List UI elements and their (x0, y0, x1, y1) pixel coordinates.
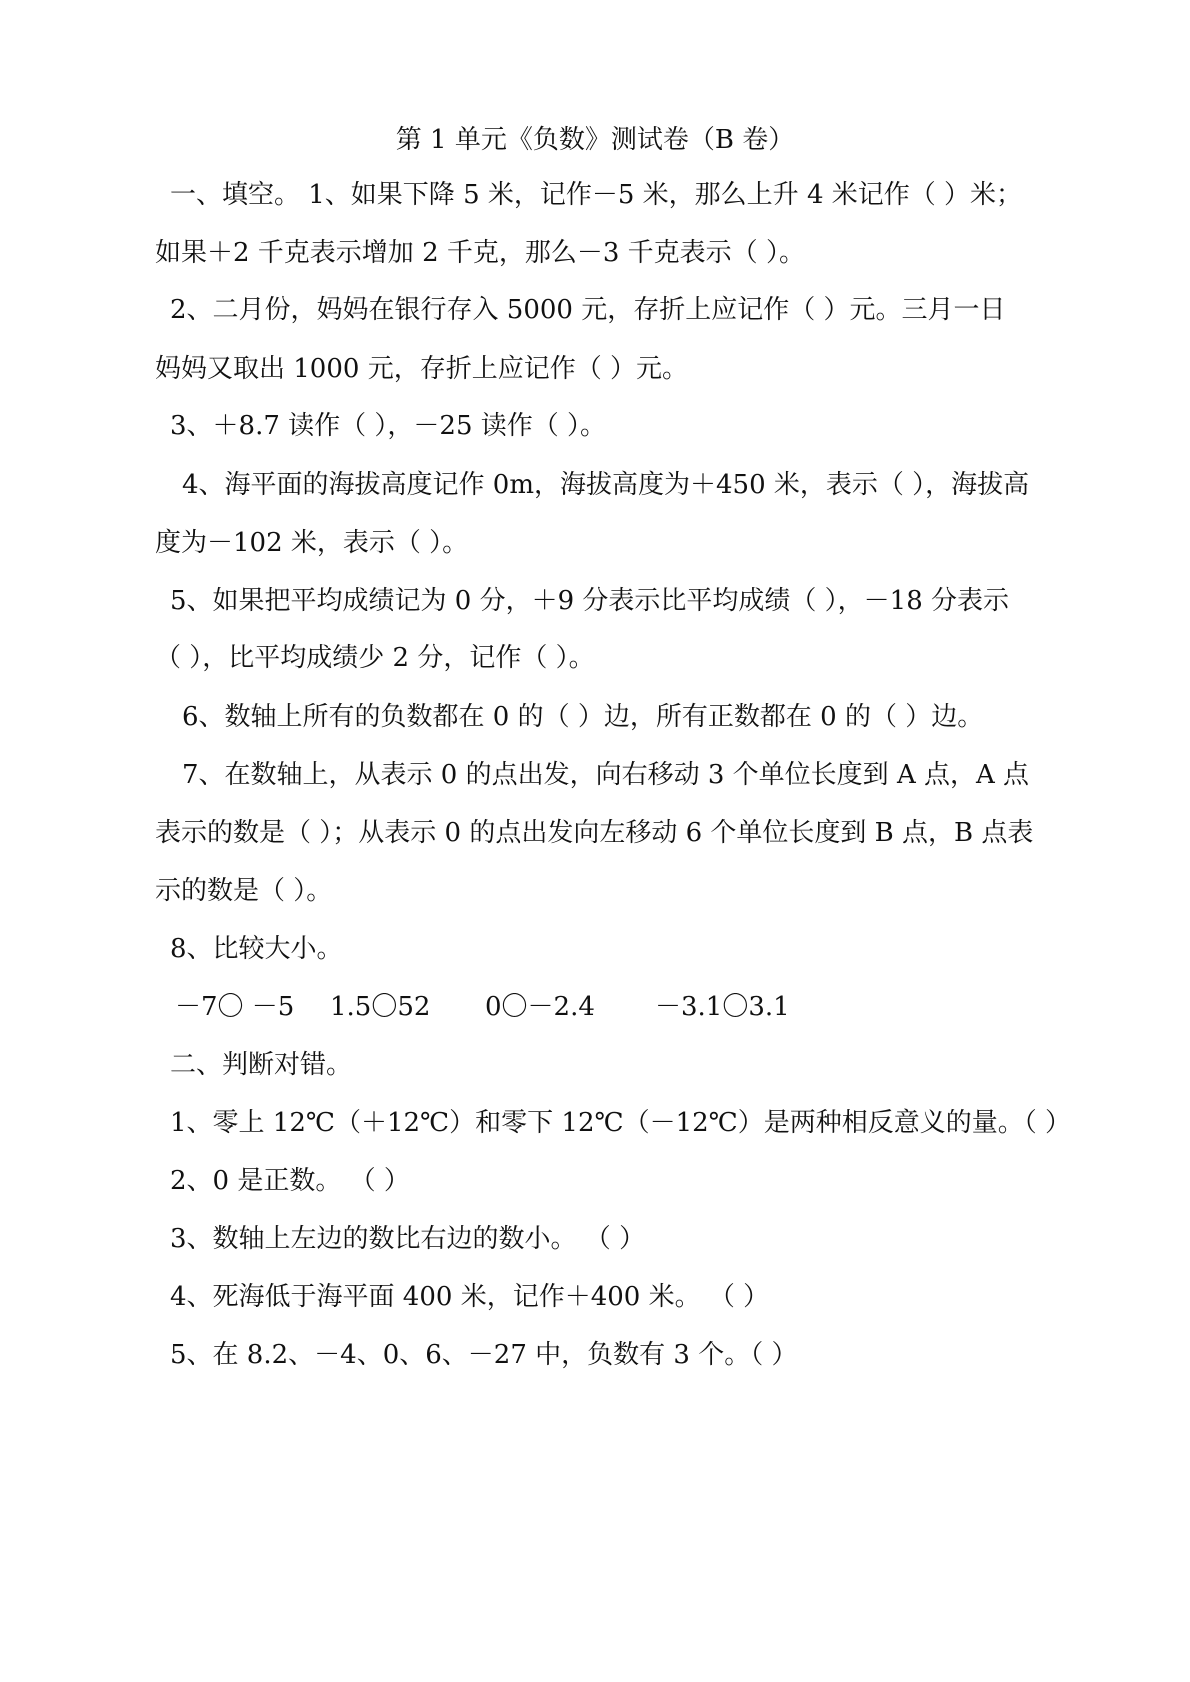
fill-blank-q4-line2: 度为－102 米，表示（ ）。 (155, 528, 469, 558)
fill-blank-q1-line2: 如果＋2 千克表示增加 2 千克，那么－3 千克表示（ ）。 (155, 238, 805, 268)
fill-blank-q2-line1: 2、二月份，妈妈在银行存入 5000 元，存折上应记作（ ）元。三月一日 (170, 295, 1006, 325)
compare-item-4: －3.1〇3.1 (655, 992, 790, 1022)
fill-blank-q1-line1: 一、填空。 1、如果下降 5 米，记作－5 米，那么上升 4 米记作（ ）米； (170, 180, 1023, 210)
true-false-q3: 3、数轴上左边的数比右边的数小。 （ ） (170, 1224, 646, 1254)
true-false-q5: 5、在 8.2、－4、0、6、－27 中，负数有 3 个。（ ） (170, 1340, 798, 1370)
compare-item-1: －7〇 －5 (175, 992, 295, 1022)
true-false-q4: 4、死海低于海平面 400 米，记作＋400 米。 （ ） (170, 1282, 770, 1312)
fill-blank-q5-line1: 5、如果把平均成绩记为 0 分，＋9 分表示比平均成绩（ ），－18 分表示 (170, 586, 1010, 616)
fill-blank-q6: 6、数轴上所有的负数都在 0 的（ ）边，所有正数都在 0 的（ ）边。 (182, 702, 984, 732)
fill-blank-q5-line2: （ ），比平均成绩少 2 分，记作（ ）。 (155, 643, 595, 673)
fill-blank-q3: 3、＋8.7 读作（ ），－25 读作（ ）。 (170, 411, 607, 441)
fill-blank-q7-line2: 表示的数是（ ）；从表示 0 的点出发向左移动 6 个单位长度到 B 点，B 点表 (155, 818, 1034, 848)
fill-blank-q7-line3: 示的数是（ ）。 (155, 876, 333, 906)
fill-blank-q7-line1: 7、在数轴上，从表示 0 的点出发，向右移动 3 个单位长度到 A 点，A 点 (182, 760, 1030, 790)
true-false-q2: 2、0 是正数。 （ ） (170, 1166, 410, 1196)
fill-blank-q8: 8、比较大小。 (170, 934, 343, 964)
page-title: 第 1 单元《负数》测试卷（B 卷） (395, 125, 795, 155)
true-false-q1: 1、零上 12℃（＋12℃）和零下 12℃（－12℃）是两种相反意义的量。（ ） (170, 1108, 1072, 1138)
fill-blank-q4-line1: 4、海平面的海拔高度记作 0m，海拔高度为＋450 米，表示（ ），海拔高 (182, 470, 1030, 500)
compare-item-3: 0〇－2.4 (485, 992, 595, 1022)
section-true-false-heading: 二、判断对错。 (170, 1050, 353, 1080)
compare-item-2: 1.5〇52 (330, 992, 431, 1022)
fill-blank-q2-line2: 妈妈又取出 1000 元，存折上应记作（ ）元。 (155, 354, 688, 384)
